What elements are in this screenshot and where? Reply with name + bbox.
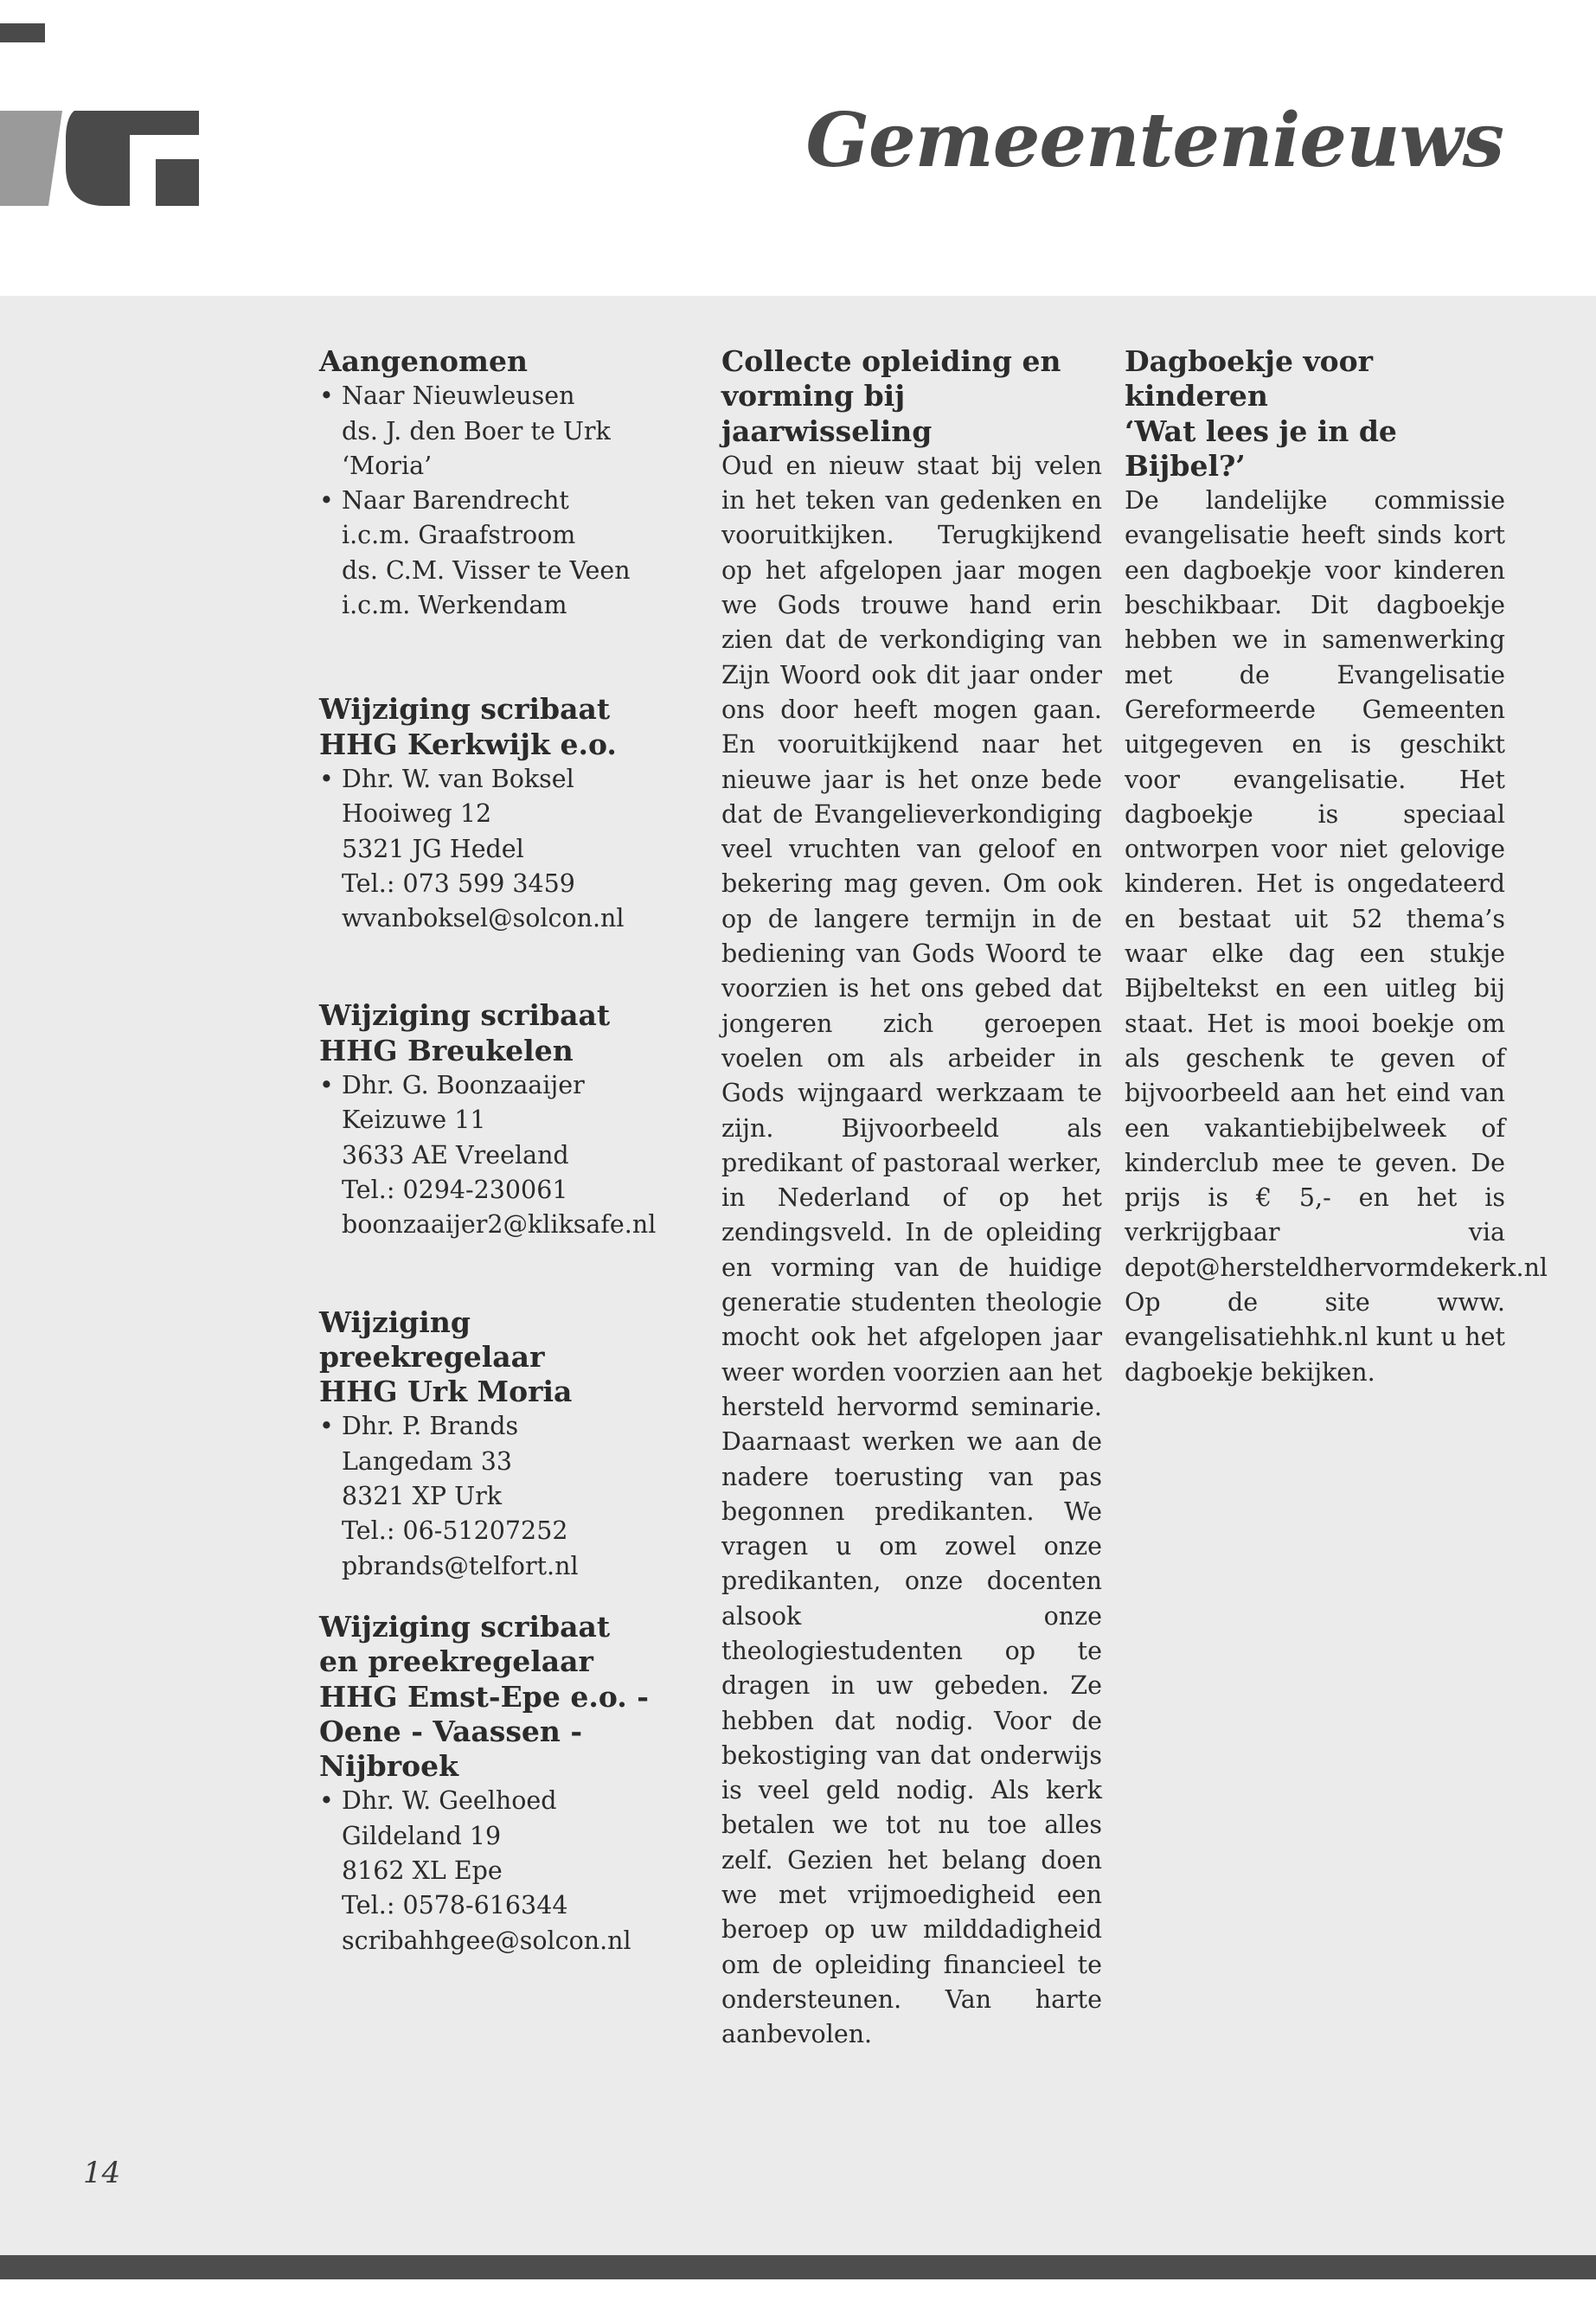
column-collecte-article: [721, 344, 1102, 2053]
email-link[interactable]: pbrands@telfort.nl: [342, 1551, 579, 1580]
contact-block: • Dhr. P. Brands Langedam 33 8321 XP Urk Tel.: 06-51207252 pbrands@telfort.nl: [319, 1409, 683, 1583]
list-item: • Naar Barendrecht i.c.m. Graafstroom ds. C.M. Visser te Veen i.c.m. Werkendam: [319, 484, 683, 623]
heading-kerkwijk: Wijziging scribaat HHG Kerkwijk e.o.: [319, 692, 617, 761]
email-link[interactable]: scribahhgee@solcon.nl: [342, 1926, 631, 1955]
column-dagboekje-article: [1125, 344, 1548, 1390]
heading-aangenomen: Aangenomen: [319, 344, 528, 378]
article-heading-collecte: Collecte opleiding en vorming bij jaarwisseling: [721, 344, 1061, 448]
contact-block: • Dhr. W. Geelhoed Gildeland 19 8162 XL Epe Tel.: 0578-616344 scribahhgee@solcon.nl: [319, 1784, 683, 1958]
bullet-icon: •: [319, 764, 334, 793]
page-number: 14: [83, 2156, 121, 2190]
email-link[interactable]: boonzaaijer2@kliksafe.nl: [342, 1210, 657, 1240]
section-title: Gemeentenieuws: [805, 97, 1503, 184]
heading-emst-epe: Wijziging scribaat en preekregelaar HHG Emst-Epe e.o. - Oene - Vaassen - Nijbroek: [319, 1609, 649, 1784]
g-letter-logo-icon: [0, 111, 199, 206]
bullet-icon: •: [319, 486, 334, 516]
bullet-icon: •: [319, 1071, 334, 1100]
bullet-icon: •: [319, 381, 334, 411]
top-tick-decoration: [0, 23, 45, 42]
bullet-icon: •: [319, 1786, 334, 1816]
article-body-collecte: Oud en nieuw staat bij velen in het teken van gedenken en vooruitkijken. Terugkijkend op het afgelopen jaar mogen we Gods trouwe hand erin zien dat de verkondiging van Zijn Woord ook dit jaar onder ons door heeft mogen gaan. En vooruitkijkend naar het nieuwe jaar is het onze bede dat de Evangelieverkondiging veel vruchten van geloof en bekering mag geven. Om ook op de langere termijn in de bediening van Gods Woord te voorzien is het ons gebed dat jongeren zich geroepen voelen om als arbeider in Gods wijngaard werkzaam te zijn. Bijvoorbeeld als predikant of pastoraal werker, in Nederland of op het zendingsveld. In de opleiding en vorming van de huidige generatie studenten theologie mocht ook het afgelopen jaar weer worden voorzien aan het hersteld hervormd seminarie. Daarnaast werken we aan de nadere toerusting van pas begonnen predikanten. We vragen u om zowel onze predikanten, onze docenten alsook onze theologiestudenten op te dragen in uw gebeden. Ze hebben dat nodig. Voor de bekostiging van dat onderwijs is veel geld nodig. Als kerk betalen we tot nu toe alles zelf. Gezien het belang doen we met vrijmoedigheid een beroep op uw milddadigheid om de opleiding financieel te ondersteunen. Van harte aanbevolen.: [721, 451, 1102, 2049]
list-item: • Naar Nieuwleusen ds. J. den Boer te Urk ‘Moria’: [319, 379, 683, 484]
email-link[interactable]: wvanboksel@solcon.nl: [342, 904, 625, 933]
bottom-bar: [0, 2255, 1596, 2279]
article-body-dagboekje: De landelijke commissie evangelisatie heeft sinds kort een dagboekje voor kinderen beschikbaar. Dit dagboekje hebben we in samenwerking met de Evangelisatie Gereformeerde Gemeenten uitgegeven en is geschikt voor evangelisatie. Het dagboekje is speciaal ontworpen voor niet gelovige kinderen. Het is ongedateerd en bestaat uit 52 thema’s waar elke dag een stukje Bijbeltekst en een uitleg bij staat. Het is mooi boekje om als geschenk te geven of bijvoorbeeld aan het eind van een vakantiebijbelweek of kinderclub mee te geven. De prijs is € 5,- en het is verkrijgbaar via depot@hersteldhervormdekerk.nl Op de site www. evangelisatiehhk.nl kunt u het dagboekje bekijken.: [1125, 486, 1548, 1387]
heading-urk-moria: Wijziging preekregelaar HHG Urk Moria: [319, 1304, 573, 1409]
column-announcements: [319, 344, 683, 1958]
article-heading-dagboekje: Dagboekje voor kinderen ‘Wat lees je in de Bijbel?’: [1125, 344, 1397, 483]
contact-block: • Dhr. W. van Boksel Hooiweg 12 5321 JG Hedel Tel.: 073 599 3459 wvanboksel@solcon.nl: [319, 762, 683, 936]
bullet-icon: •: [319, 1412, 334, 1441]
heading-breukelen: Wijziging scribaat HHG Breukelen: [319, 998, 611, 1067]
contact-block: • Dhr. G. Boonzaaijer Keizuwe 11 3633 AE Vreeland Tel.: 0294-230061 boonzaaijer2@kliksafe.nl: [319, 1068, 683, 1242]
